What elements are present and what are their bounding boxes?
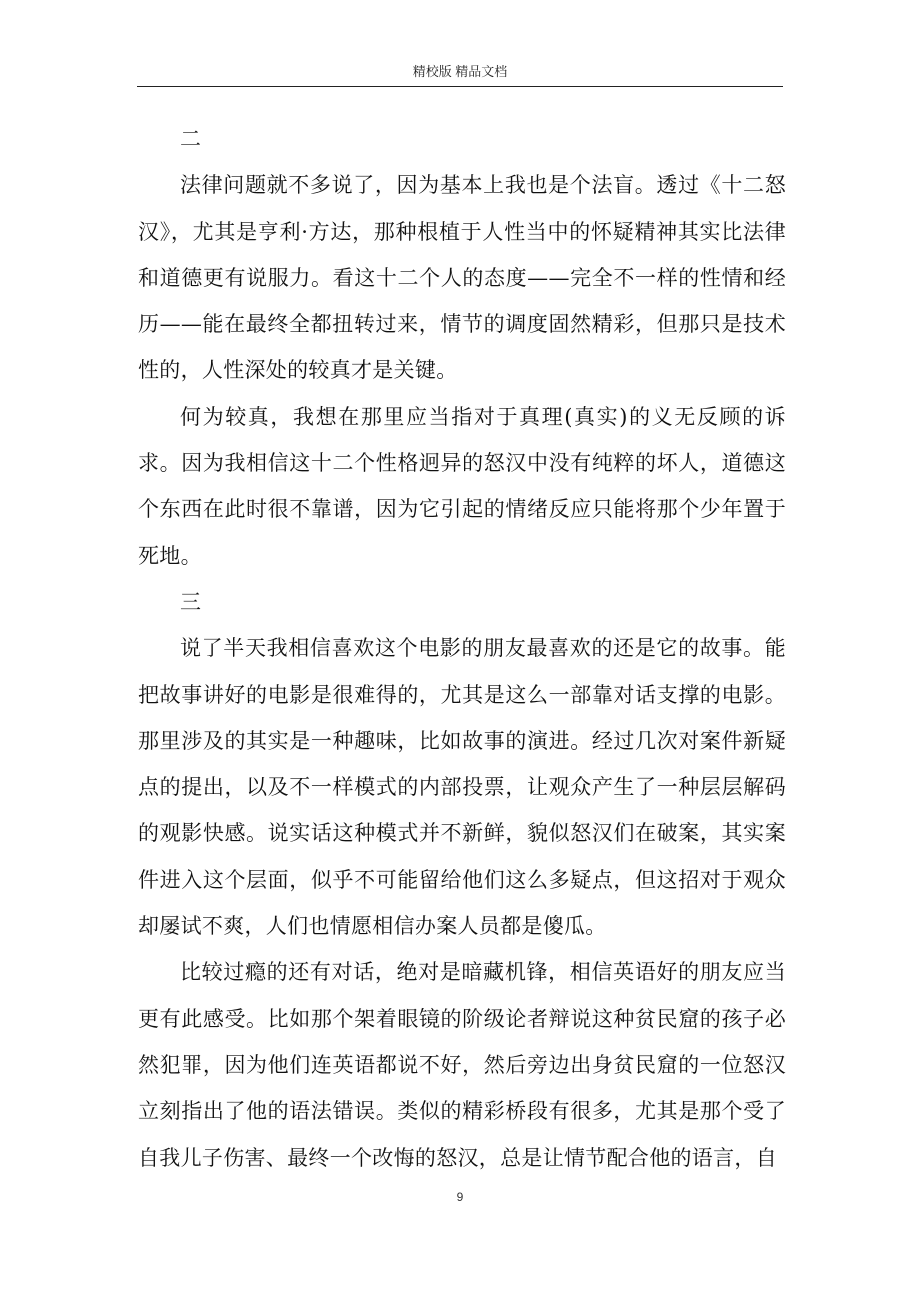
document-body xyxy=(138,116,786,1181)
paragraph: 说了半天我相信喜欢这个电影的朋友最喜欢的还是它的故事。能把故事讲好的电影是很难得的，尤其是这么一部靠对话支撑的电影。那里涉及的其实是一种趣味，比如故事的演进。经过几次对案件新疑点的提出，以及不一样模式的内部投票，让观众产生了一种层层解码的观影快感。说实话这种模式并不新鲜，貌似怒汉们在破案，其实案件进入这个层面，似乎不可能留给他们这么多疑点，但这招对于观众却屡试不爽，人们也情愿相信办案人员都是傻瓜。 xyxy=(138,636,786,939)
page-footer xyxy=(0,1190,920,1204)
section-heading-2: 二 xyxy=(180,127,202,151)
page-header xyxy=(137,62,783,87)
paragraph: 法律问题就不多说了，因为基本上我也是个法盲。透过《十二怒汉》，尤其是亨利·方达，那种根植于人性当中的怀疑精神其实比法律和道德更有说服力。看这十二个人的态度——完全不一样的性情和经历——能在最终全都扭转过来，情节的调度固然精彩，但那只是技术性的，人性深处的较真才是关键。 xyxy=(138,173,786,383)
paragraph: 比较过瘾的还有对话，绝对是暗藏机锋，相信英语好的朋友应当更有此感受。比如那个架着眼镜的阶级论者辩说这种贫民窟的孩子必然犯罪，因为他们连英语都说不好，然后旁边出身贫民窟的一位怒汉立刻指出了他的语法错误。类似的精彩桥段有很多，尤其是那个受了自我儿子伤害、最终一个改悔的怒汉，总是让情节配合他的语言，自 xyxy=(138,960,786,1170)
header-title: 精校版 精品文档 xyxy=(412,64,508,79)
page-number: 9 xyxy=(456,1190,464,1204)
section-heading-3: 三 xyxy=(180,589,202,614)
paragraph: 何为较真，我想在那里应当指对于真理(真实)的义无反顾的诉求。因为我相信这十二个性格迥异的怒汉中没有纯粹的坏人，道德这个东西在此时很不靠谱，因为它引起的情绪反应只能将那个少年置于死地。 xyxy=(138,404,786,568)
